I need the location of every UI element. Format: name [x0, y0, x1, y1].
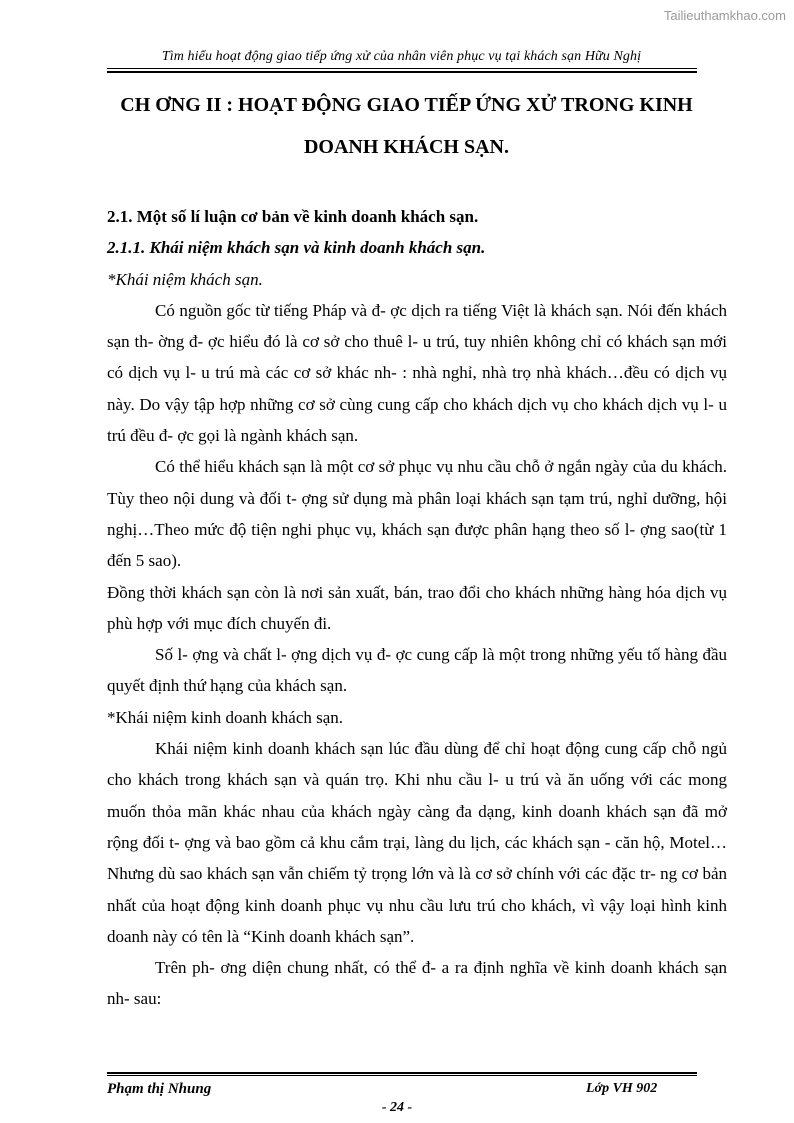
watermark: Tailieuthamkhao.com: [663, 8, 786, 23]
footer-class: Lớp VH 902: [586, 1081, 658, 1096]
chapter-title-line-2: DOANH KHÁCH SẠN.: [303, 136, 509, 158]
section-heading: 2.1. Một số lí luận cơ bản về kinh doanh khách sạn.: [107, 207, 479, 226]
chapter-title: [95, 84, 718, 168]
footer-rule-thick: [107, 1072, 697, 1074]
subsection-heading: 2.1.1. Khái niệm khách sạn và kinh doanh khách sạn.: [107, 238, 486, 258]
chapter-title-line-1: CH ƠNG II : HOẠT ĐỘNG GIAO TIẾP ỨNG XỬ TRONG KINH: [120, 94, 693, 116]
paragraph: Đồng thời khách sạn còn là nơi sản xuất, bán, trao đổi cho khách những hàng hóa dịch vụ phù hợp với mục đích chuyến đi.: [107, 582, 727, 633]
body-content: [107, 201, 727, 1015]
header-rule: [107, 68, 697, 69]
paragraph: Có thể hiểu khách sạn là một cơ sở phục vụ nhu cầu chỗ ở ngắn ngày của du khách. Tùy theo nội dung và đối t- ợng sử dụng mà phân loại khách sạn tạm trú, nghỉ dưỡng, hội nghị…Theo mức độ tiện nghi phục vụ, khách sạn được phân hạng theo số l- ợng sao(từ 1 đến 5 sao).: [107, 457, 727, 571]
running-header: Tìm hiểu hoạt động giao tiếp ứng xử của nhân viên phục vụ tại khách sạn Hữu Nghị: [161, 49, 642, 64]
footer-author: Phạm thị Nhung: [107, 1081, 212, 1097]
concept-label-hotel-business: *Khái niệm kinh doanh khách sạn.: [107, 707, 344, 727]
paragraph: Số l- ợng và chất l- ợng dịch vụ đ- ợc cung cấp là một trong những yếu tố hàng đầu quyết định thứ hạng của khách sạn.: [107, 645, 727, 696]
paragraph: Có nguồn gốc từ tiếng Pháp và đ- ợc dịch ra tiếng Việt là khách sạn. Nói đến khách sạn th- ờng đ- ợc hiểu đó là cơ sở cho thuê l- u trú, tuy nhiên không chỉ có khách sạn mới có dịch vụ l- u trú mà các cơ sở khác nh- : nhà nghỉ, nhà trọ nhà khách…đều có dịch vụ này. Do vậy tập hợp những cơ sở cùng cung cấp cho khách dịch vụ cho khách dịch vụ l- u trú đều đ- ợc gọi là ngành khách sạn.: [107, 300, 727, 446]
page-number: - 24 -: [381, 1100, 413, 1115]
header-rule-thick: [107, 71, 697, 73]
paragraph: Trên ph- ơng diện chung nhất, có thể đ- a ra định nghĩa về kinh doanh khách sạn nh- sau:: [107, 958, 727, 1009]
concept-label-hotel: *Khái niệm khách sạn.: [107, 269, 263, 289]
paragraph: Khái niệm kinh doanh khách sạn lúc đầu dùng để chỉ hoạt động cung cấp chỗ ngủ cho khách trong khách sạn và quán trọ. Khi nhu cầu l- u trú và ăn uống với các mong muốn thỏa mãn khác nhau của khách ngày càng đa dạng, kinh doanh khách sạn đã mở rộng đối t- ợng và bao gồm cả khu cắm trại, làng du lịch, các khách sạn - căn hộ, Motel…Nhưng dù sao khách sạn vẫn chiếm tỷ trọng lớn và là cơ sở chính với các đặc tr- ng cơ bản nhất của hoạt động kinh doanh phục vụ nhu cầu lưu trú cho khách, vì vậy loại hình kinh doanh này có tên là “Kinh doanh khách sạn”.: [107, 739, 727, 946]
footer-rule: [107, 1075, 697, 1076]
